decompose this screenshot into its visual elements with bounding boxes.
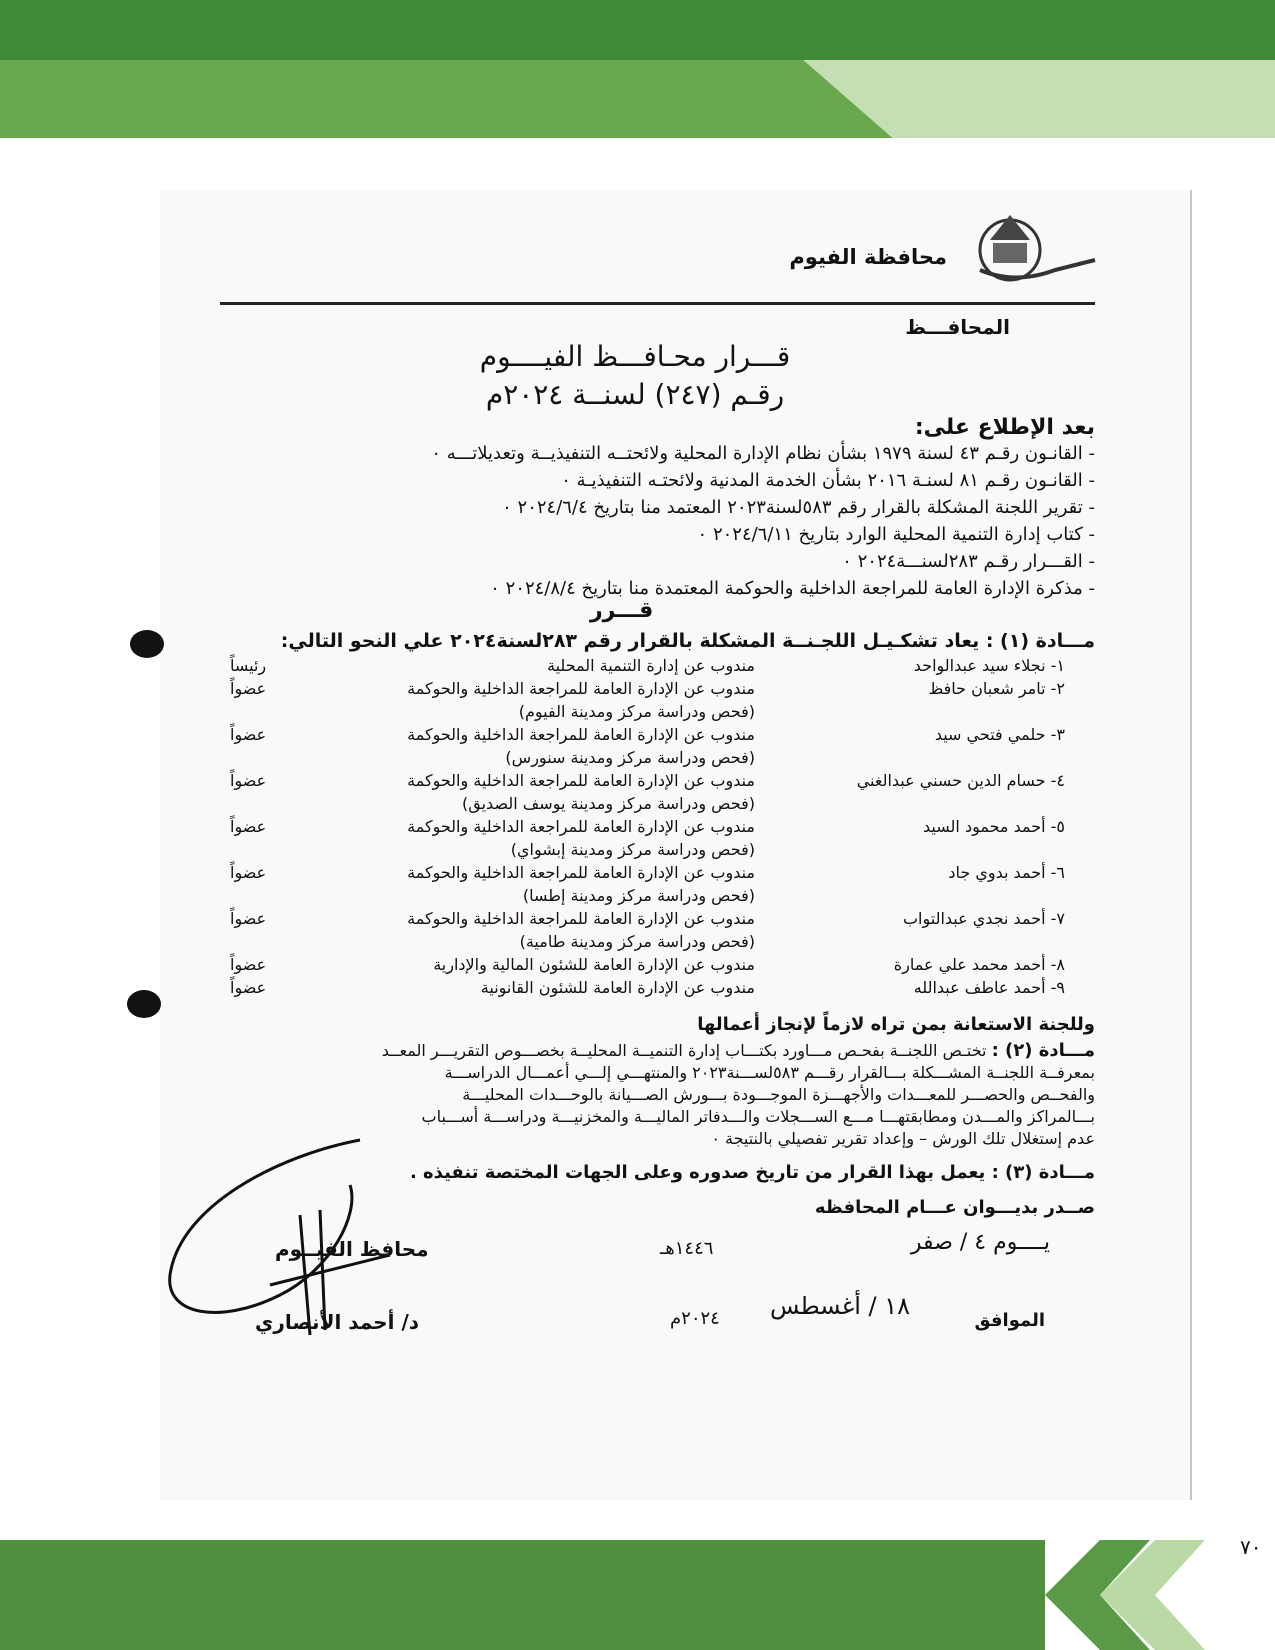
member-capacity: عضواً (230, 863, 267, 882)
member-row-detail (210, 840, 1085, 863)
signatory-name: د/ أحمد الأنصاري (255, 1310, 420, 1334)
article-2-line: عدم إستغلال تلك الورش – وإعداد تقرير تفصيلي بالنتيجة ٠ (711, 1129, 1095, 1148)
decided-heading: قـــرر (590, 598, 654, 623)
member-row (210, 978, 1085, 1001)
member-name: ٨- أحمد محمد علي عمارة (893, 955, 1065, 974)
member-role: مندوب عن الإدارة العامة للمراجعة الداخلية والحوكمة (407, 909, 755, 928)
preamble-item: - القانـون رقـم ٨١ لسنـة ٢٠١٦ بشأن الخدمة المدنية ولائحتـه التنفيذيـة ٠ (561, 470, 1095, 491)
issuance-place: صــدر بديـــوان عـــام المحافظه (814, 1197, 1095, 1218)
member-row-detail (210, 886, 1085, 909)
hijri-year: ١٤٤٦هـ (660, 1238, 714, 1259)
member-scope: (فحص ودراسة مركز ومدينة طامية) (519, 932, 755, 951)
member-scope: (فحص ودراسة مركز ومدينة يوسف الصديق) (462, 794, 755, 813)
member-role: مندوب عن الإدارة العامة للمراجعة الداخلية والحوكمة (407, 817, 755, 836)
office-label: المحافـــظ (905, 315, 1010, 339)
governorate-name: محافظة الفيوم (789, 245, 947, 269)
decree-title: قـــرار محـافـــظ الفيــــوم (479, 340, 791, 373)
member-name: ٧- أحمد نجدي عبدالتواب (902, 909, 1065, 928)
member-role: مندوب عن إدارة التنمية المحلية (546, 656, 755, 675)
member-scope: (فحص ودراسة مركز ومدينة إبشواي) (510, 840, 755, 859)
preamble-item: - القـــرار رقـم ٢٨٣لسنـــة٢٠٢٤ ٠ (842, 551, 1095, 572)
gregorian-year: ٢٠٢٤م (670, 1308, 720, 1329)
page-number: ٧٠ (1240, 1535, 1262, 1559)
member-name: ٩- أحمد عاطف عبدالله (913, 978, 1065, 997)
member-role: مندوب عن الإدارة العامة للمراجعة الداخلية والحوكمة (407, 679, 755, 698)
signature-icon (160, 1125, 420, 1355)
preamble-item: - تقرير اللجنة المشكلة بالقرار رقم ٥٨٣لسنة٢٠٢٣ المعتمد منا بتاريخ ٢٠٢٤/٦/٤ ٠ (502, 497, 1095, 518)
member-name: ٦- أحمد بدوي جاد (948, 863, 1065, 882)
member-capacity: عضواً (230, 771, 267, 790)
committee-members (210, 656, 1085, 1001)
member-capacity: عضواً (230, 909, 267, 928)
member-capacity: عضواً (230, 679, 267, 698)
member-row (210, 863, 1085, 886)
member-row (210, 771, 1085, 794)
preamble-list (295, 440, 1095, 602)
member-row-detail (210, 794, 1085, 817)
punch-hole (127, 990, 161, 1018)
member-row-detail (210, 932, 1085, 955)
preamble-item: - كتاب إدارة التنمية المحلية الوارد بتاريخ ٢٠٢٤/٦/١١ ٠ (697, 524, 1095, 545)
member-capacity: عضواً (230, 978, 267, 997)
member-row (210, 656, 1085, 679)
member-name: ٣- حلمي فتحي سيد (934, 725, 1065, 744)
punch-hole (130, 630, 164, 658)
member-role: مندوب عن الإدارة العامة للشئون المالية والإدارية (433, 955, 755, 974)
member-row (210, 679, 1085, 702)
article-2-lead: مـــادة (٢) : (991, 1040, 1095, 1061)
preamble-heading: بعد الإطلاع على: (914, 415, 1095, 440)
member-scope: (فحص ودراسة مركز ومدينة إطسا) (522, 886, 755, 905)
member-capacity: عضواً (230, 955, 267, 974)
member-row (210, 817, 1085, 840)
header-rule (220, 302, 1095, 305)
article-2-line: بمعرفــة اللجنــة المشـــكلة بـــالقرار رقـــم ٥٨٣لســـنة٢٠٢٣ والمنتهـــي إلـــي أعمـــال الدراســـة (444, 1063, 1095, 1082)
article-2-line: بـــالمراكز والمـــدن ومطابقتهـــا مـــع الســـجلات والـــدفاتر الماليـــة والمخزنيـــة ودراســـة أســـباب (421, 1107, 1095, 1126)
member-scope: (فحص ودراسة مركز ومدينة الفيوم) (518, 702, 755, 721)
member-row (210, 725, 1085, 748)
member-capacity: عضواً (230, 817, 267, 836)
article-2-line: تختـص اللجنــة بفحـص مـــاورد بكتـــاب إدارة التنميــة المحليــة بخصـــوص التقريـــر المعــد (381, 1041, 987, 1060)
member-name: ١- نجلاء سيد عبدالواحد (913, 656, 1065, 675)
header-band (0, 0, 1275, 60)
member-role: مندوب عن الإدارة العامة للمراجعة الداخلية والحوكمة (407, 725, 755, 744)
member-row (210, 909, 1085, 932)
member-role: مندوب عن الإدارة العامة للشئون القانونية (480, 978, 755, 997)
preamble-item: - مذكرة الإدارة العامة للمراجعة الداخلية والحوكمة المعتمدة منا بتاريخ ٢٠٢٤/٨/٤ ٠ (490, 578, 1095, 599)
member-row (210, 955, 1085, 978)
article-1: مـــادة (١) : يعاد تشكـيـل اللجـنــة المشكلة بالقرار رقم ٢٨٣لسنة٢٠٢٤ علي النحو التالي: (280, 630, 1095, 652)
article-2-line: والفحــص والحصـــر للمعـــدات والأجهـــزة الموجـــودة بـــورش الصـــيانة بالوحـــدات المحليـــة (462, 1085, 1095, 1104)
member-name: ٥- أحمد محمود السيد (923, 817, 1065, 836)
signatory-title: محافظ الفيــوم (275, 1237, 429, 1261)
member-name: ٤- حسام الدين حسني عبدالغني (856, 771, 1065, 790)
hijri-date: يــــوم ٤ / صفر (910, 1230, 1050, 1255)
member-capacity: رئيساً (230, 656, 267, 675)
decree-number: رقـم (٢٤٧) لسنــة ٢٠٢٤م (485, 378, 785, 411)
member-name: ٢- تامر شعبان حافظ (928, 679, 1065, 698)
member-row-detail (210, 748, 1085, 771)
member-role: مندوب عن الإدارة العامة للمراجعة الداخلية والحوكمة (407, 863, 755, 882)
member-row-detail (210, 702, 1085, 725)
gregorian-date: ١٨ / أغسطس (770, 1292, 911, 1320)
article-3: مـــادة (٣) : يعمل بهذا القرار من تاريخ صدوره وعلى الجهات المختصة تنفيذه . (409, 1162, 1095, 1183)
committee-closing: وللجنة الاستعانة بمن تراه لازماً لإنجاز أعمالها (697, 1014, 1095, 1035)
gregorian-label: الموافق (974, 1310, 1045, 1331)
member-role: مندوب عن الإدارة العامة للمراجعة الداخلية والحوكمة (407, 771, 755, 790)
governorate-emblem-icon (975, 205, 1105, 295)
chevron-decoration-icon (1040, 1530, 1240, 1650)
member-capacity: عضواً (230, 725, 267, 744)
preamble-item: - القانـون رقـم ٤٣ لسنة ١٩٧٩ بشأن نظام الإدارة المحلية ولائحتــه التنفيذيــة وتعديلاتـــه ٠ (431, 443, 1095, 464)
member-scope: (فحص ودراسة مركز ومدينة سنورس) (505, 748, 755, 767)
